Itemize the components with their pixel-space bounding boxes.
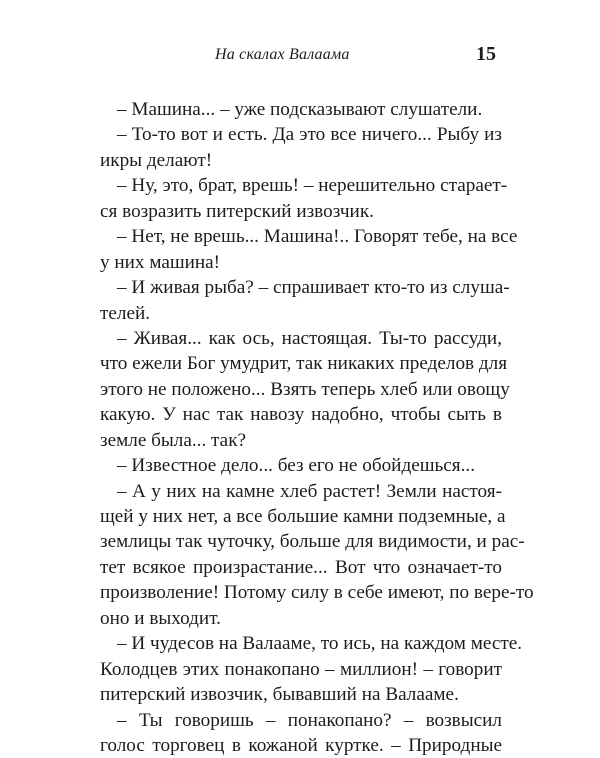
text-line: оно и выходит. [100,607,221,629]
text-line: щей у них нет, а все большие камни подземные, а [100,506,506,527]
text-line: Колодцев этих понакопано – миллион! – говорит [100,658,502,680]
text-line: – И живая рыба? – спрашивает кто-то из слуша- [117,277,510,299]
text-line: – И чудесов на Валааме, то ись, на каждом месте. [117,633,523,655]
text-line: питерский извозчик, бывавший на Валааме. [100,684,459,706]
text-line: тет всякое произрастание... Вот что означает-то [100,556,502,578]
running-title: На скалах Валаама [215,46,350,63]
text-line: что ежели Бог умудрит, так никаких пределов для [100,353,508,375]
text-line: этого не положено... Взять теперь хлеб или овощу [100,378,510,400]
text-line: произволение! Потому силу в себе имеют, по вере-то [100,582,534,604]
text-line: голос торговец в кожаной куртке. – Природные [100,734,502,756]
text-line: земле была... так? [100,429,247,451]
text-line: – Ну, это, брат, врешь! – нерешительно старает- [117,175,508,197]
page-number: 15 [476,43,496,65]
text-line: – Нет, не врешь... Машина!.. Говорят тебе, на все [117,226,518,248]
text-line: икры делают! [100,149,213,171]
text-line: – А у них на камне хлеб растет! Земли настоя- [117,480,502,502]
text-line: телей. [100,302,151,324]
text-line: – Ты говоришь – понакопано? – возвысил [117,709,502,731]
running-head [0,43,600,70]
text-line: – Живая... как ось, настоящая. Ты-то рассуди, [117,327,502,349]
text-line: – Известное дело... без его не обойдешься... [117,455,475,477]
body-text [100,97,534,758]
text-line: – Машина... – уже подсказывают слушатели. [117,99,483,120]
text-line: ся возразить питерский извозчик. [100,200,374,222]
text-line: землицы так чуточку, больше для видимости, и рас- [100,531,525,553]
text-line: какую. У нас так навозу надобно, чтобы сыть в [100,404,502,426]
text-line: – То-то вот и есть. Да это все ничего... Рыбу из [117,124,502,146]
text-line: у них машина! [100,251,221,273]
